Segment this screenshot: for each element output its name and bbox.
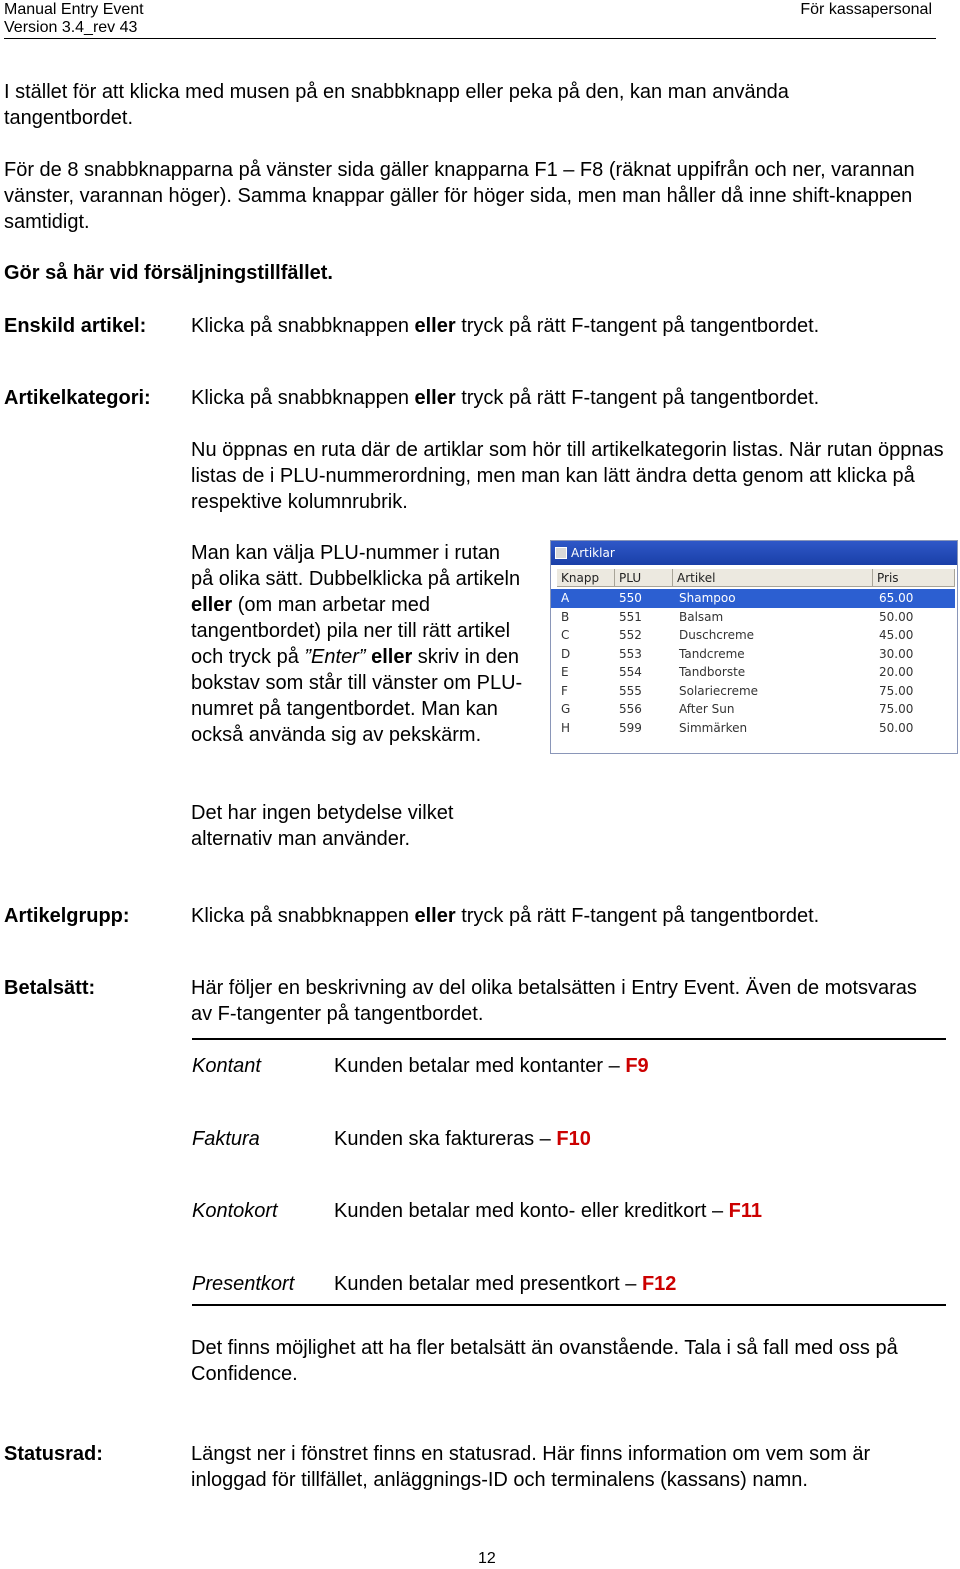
enskild-label: Enskild artikel:	[4, 315, 147, 337]
artiklar-window-title: Artiklar	[571, 546, 615, 560]
kategori-text: Klicka på snabbknappen eller tryck på rätt F-tangent på tangentbordet.	[191, 387, 820, 409]
payment-desc-kontant: Kunden betalar med kontanter – F9	[334, 1055, 649, 1077]
artikel-name-cell: Shampoo	[679, 591, 736, 605]
artikel-name-cell: Simmärken	[679, 720, 748, 735]
payment-name-presentkort: Presentkort	[192, 1273, 295, 1295]
artikel-plu-cell: 551	[619, 609, 642, 624]
artikel-name-cell: After Sun	[679, 702, 735, 716]
intro-paragraph-2: För de 8 snabbknapparna på vänster sida gäller knapparna F1 – F8 (räknat uppifrån och ner, varannan vänster, varannan höger). Samma knappar gäller för höger sida, men man håller då inne shift-knappen samtidigt.	[4, 159, 915, 233]
artiklar-window	[550, 540, 958, 754]
statusrad-text: Längst ner i fönstret finns en statusrad. Här finns information om vem som är inloggad för tillfället, anläggnings-ID och terminalens (kassans) namn.	[191, 1443, 871, 1491]
artikel-name-cell: Duschcreme	[679, 628, 755, 642]
artikel-pris-cell: 30.00	[879, 646, 914, 661]
kategori-paragraph-3: Man kan välja PLU-nummer i rutan på olika sätt. Dubbelklicka på artikeln eller (om man arbetar med tangentbordet) pila ner till rätt artikel och tryck på ”Enter” eller skriv in den bokstav som står till vänster om PLU-numret på tangentbordet. Man kan också använda sig av pekskärm.	[191, 542, 523, 746]
artikel-name-cell: Balsam	[679, 609, 724, 624]
artikel-row[interactable]	[551, 700, 955, 719]
artikel-row[interactable]	[551, 626, 955, 645]
artikel-name-cell: Tandborste	[679, 665, 746, 679]
artikel-pris-cell: 50.00	[879, 720, 914, 735]
payment-name-kontokort: Kontokort	[192, 1200, 278, 1222]
artikel-plu-cell: 553	[619, 646, 642, 661]
artikel-pris-cell: 20.00	[879, 665, 914, 679]
header-audience: För kassapersonal	[800, 1, 932, 18]
artikel-row[interactable]	[551, 719, 955, 738]
artikel-plu-cell: 556	[619, 702, 642, 716]
artikel-plu-cell: 552	[619, 628, 642, 642]
payment-table-bottom-rule	[192, 1304, 946, 1306]
artikel-row[interactable]	[551, 663, 955, 682]
column-header-artikel[interactable]: Artikel	[673, 569, 873, 587]
betalsatt-paragraph-2: Det finns möjlighet att ha fler betalsätt än ovanstående. Tala i så fall med oss på Confidence.	[191, 1337, 898, 1385]
payment-table-top-rule	[192, 1038, 946, 1040]
betalsatt-label: Betalsätt:	[4, 977, 96, 999]
statusrad-label: Statusrad:	[4, 1443, 103, 1465]
artikel-plu-cell: 550	[619, 591, 642, 605]
artiklar-window-titlebar	[551, 541, 957, 565]
artikel-row[interactable]	[551, 608, 955, 627]
artikel-row[interactable]	[551, 682, 955, 701]
artikel-plu-cell: 555	[619, 683, 642, 698]
payment-desc-faktura: Kunden ska faktureras – F10	[334, 1128, 591, 1150]
page-number: 12	[478, 1550, 496, 1567]
intro-heading: Gör så här vid försäljningstillfället.	[4, 262, 333, 284]
artiklar-list	[551, 565, 957, 753]
artikel-pris-cell: 65.00	[879, 591, 914, 605]
column-header-knapp[interactable]: Knapp	[557, 569, 615, 587]
artikel-pris-cell: 75.00	[879, 683, 914, 698]
artikel-knapp-cell: A	[561, 591, 570, 605]
artikel-knapp-cell: B	[561, 609, 570, 624]
artikel-plu-cell: 554	[619, 665, 642, 679]
payment-desc-kontokort: Kunden betalar med konto- eller kreditkort – F11	[334, 1200, 763, 1222]
column-header-pris[interactable]: Pris	[873, 569, 955, 587]
kategori-paragraph-4: Det har ingen betydelse vilket alternativ man använder.	[191, 802, 454, 850]
artikel-knapp-cell: H	[561, 720, 571, 735]
payment-name-faktura: Faktura	[192, 1128, 260, 1150]
kategori-paragraph-2: Nu öppnas en ruta där de artiklar som hör till artikelkategorin listas. När rutan öppnas listas de i PLU-nummerordning, men man kan lätt ändra detta genom att klicka på respektive kolumnrubrik.	[191, 439, 944, 513]
artikel-name-cell: Solariecreme	[679, 683, 759, 698]
header-title: Manual Entry Event	[4, 1, 144, 18]
artikel-pris-cell: 50.00	[879, 609, 914, 624]
artikel-row[interactable]	[551, 589, 955, 608]
intro-paragraph-1: I stället för att klicka med musen på en snabbknapp eller peka på den, kan man använda tangentbordet.	[4, 81, 789, 129]
artikel-knapp-cell: C	[561, 628, 570, 642]
artikel-plu-cell: 599	[619, 720, 642, 735]
payment-name-kontant: Kontant	[192, 1055, 261, 1077]
header-version: Version 3.4_rev 43	[4, 19, 138, 36]
artikel-knapp-cell: E	[561, 665, 569, 679]
window-icon	[555, 547, 567, 559]
payment-desc-presentkort: Kunden betalar med presentkort – F12	[334, 1273, 677, 1295]
grupp-text: Klicka på snabbknappen eller tryck på rätt F-tangent på tangentbordet.	[191, 905, 820, 927]
enskild-text: Klicka på snabbknappen eller tryck på rätt F-tangent på tangentbordet.	[191, 315, 820, 337]
artikel-knapp-cell: G	[561, 702, 571, 716]
header-divider	[4, 38, 936, 39]
artikel-pris-cell: 75.00	[879, 702, 914, 716]
artikel-row[interactable]	[551, 645, 955, 664]
artikel-pris-cell: 45.00	[879, 628, 914, 642]
grupp-label: Artikelgrupp:	[4, 905, 130, 927]
kategori-label: Artikelkategori:	[4, 387, 151, 409]
betalsatt-paragraph-1: Här följer en beskrivning av del olika betalsätten i Entry Event. Även de motsvaras av F-tangenter på tangentbordet.	[191, 977, 917, 1025]
column-header-plu[interactable]: PLU	[615, 569, 673, 587]
artikel-name-cell: Tandcreme	[679, 646, 745, 661]
artikel-knapp-cell: F	[561, 683, 568, 698]
artikel-knapp-cell: D	[561, 646, 571, 661]
